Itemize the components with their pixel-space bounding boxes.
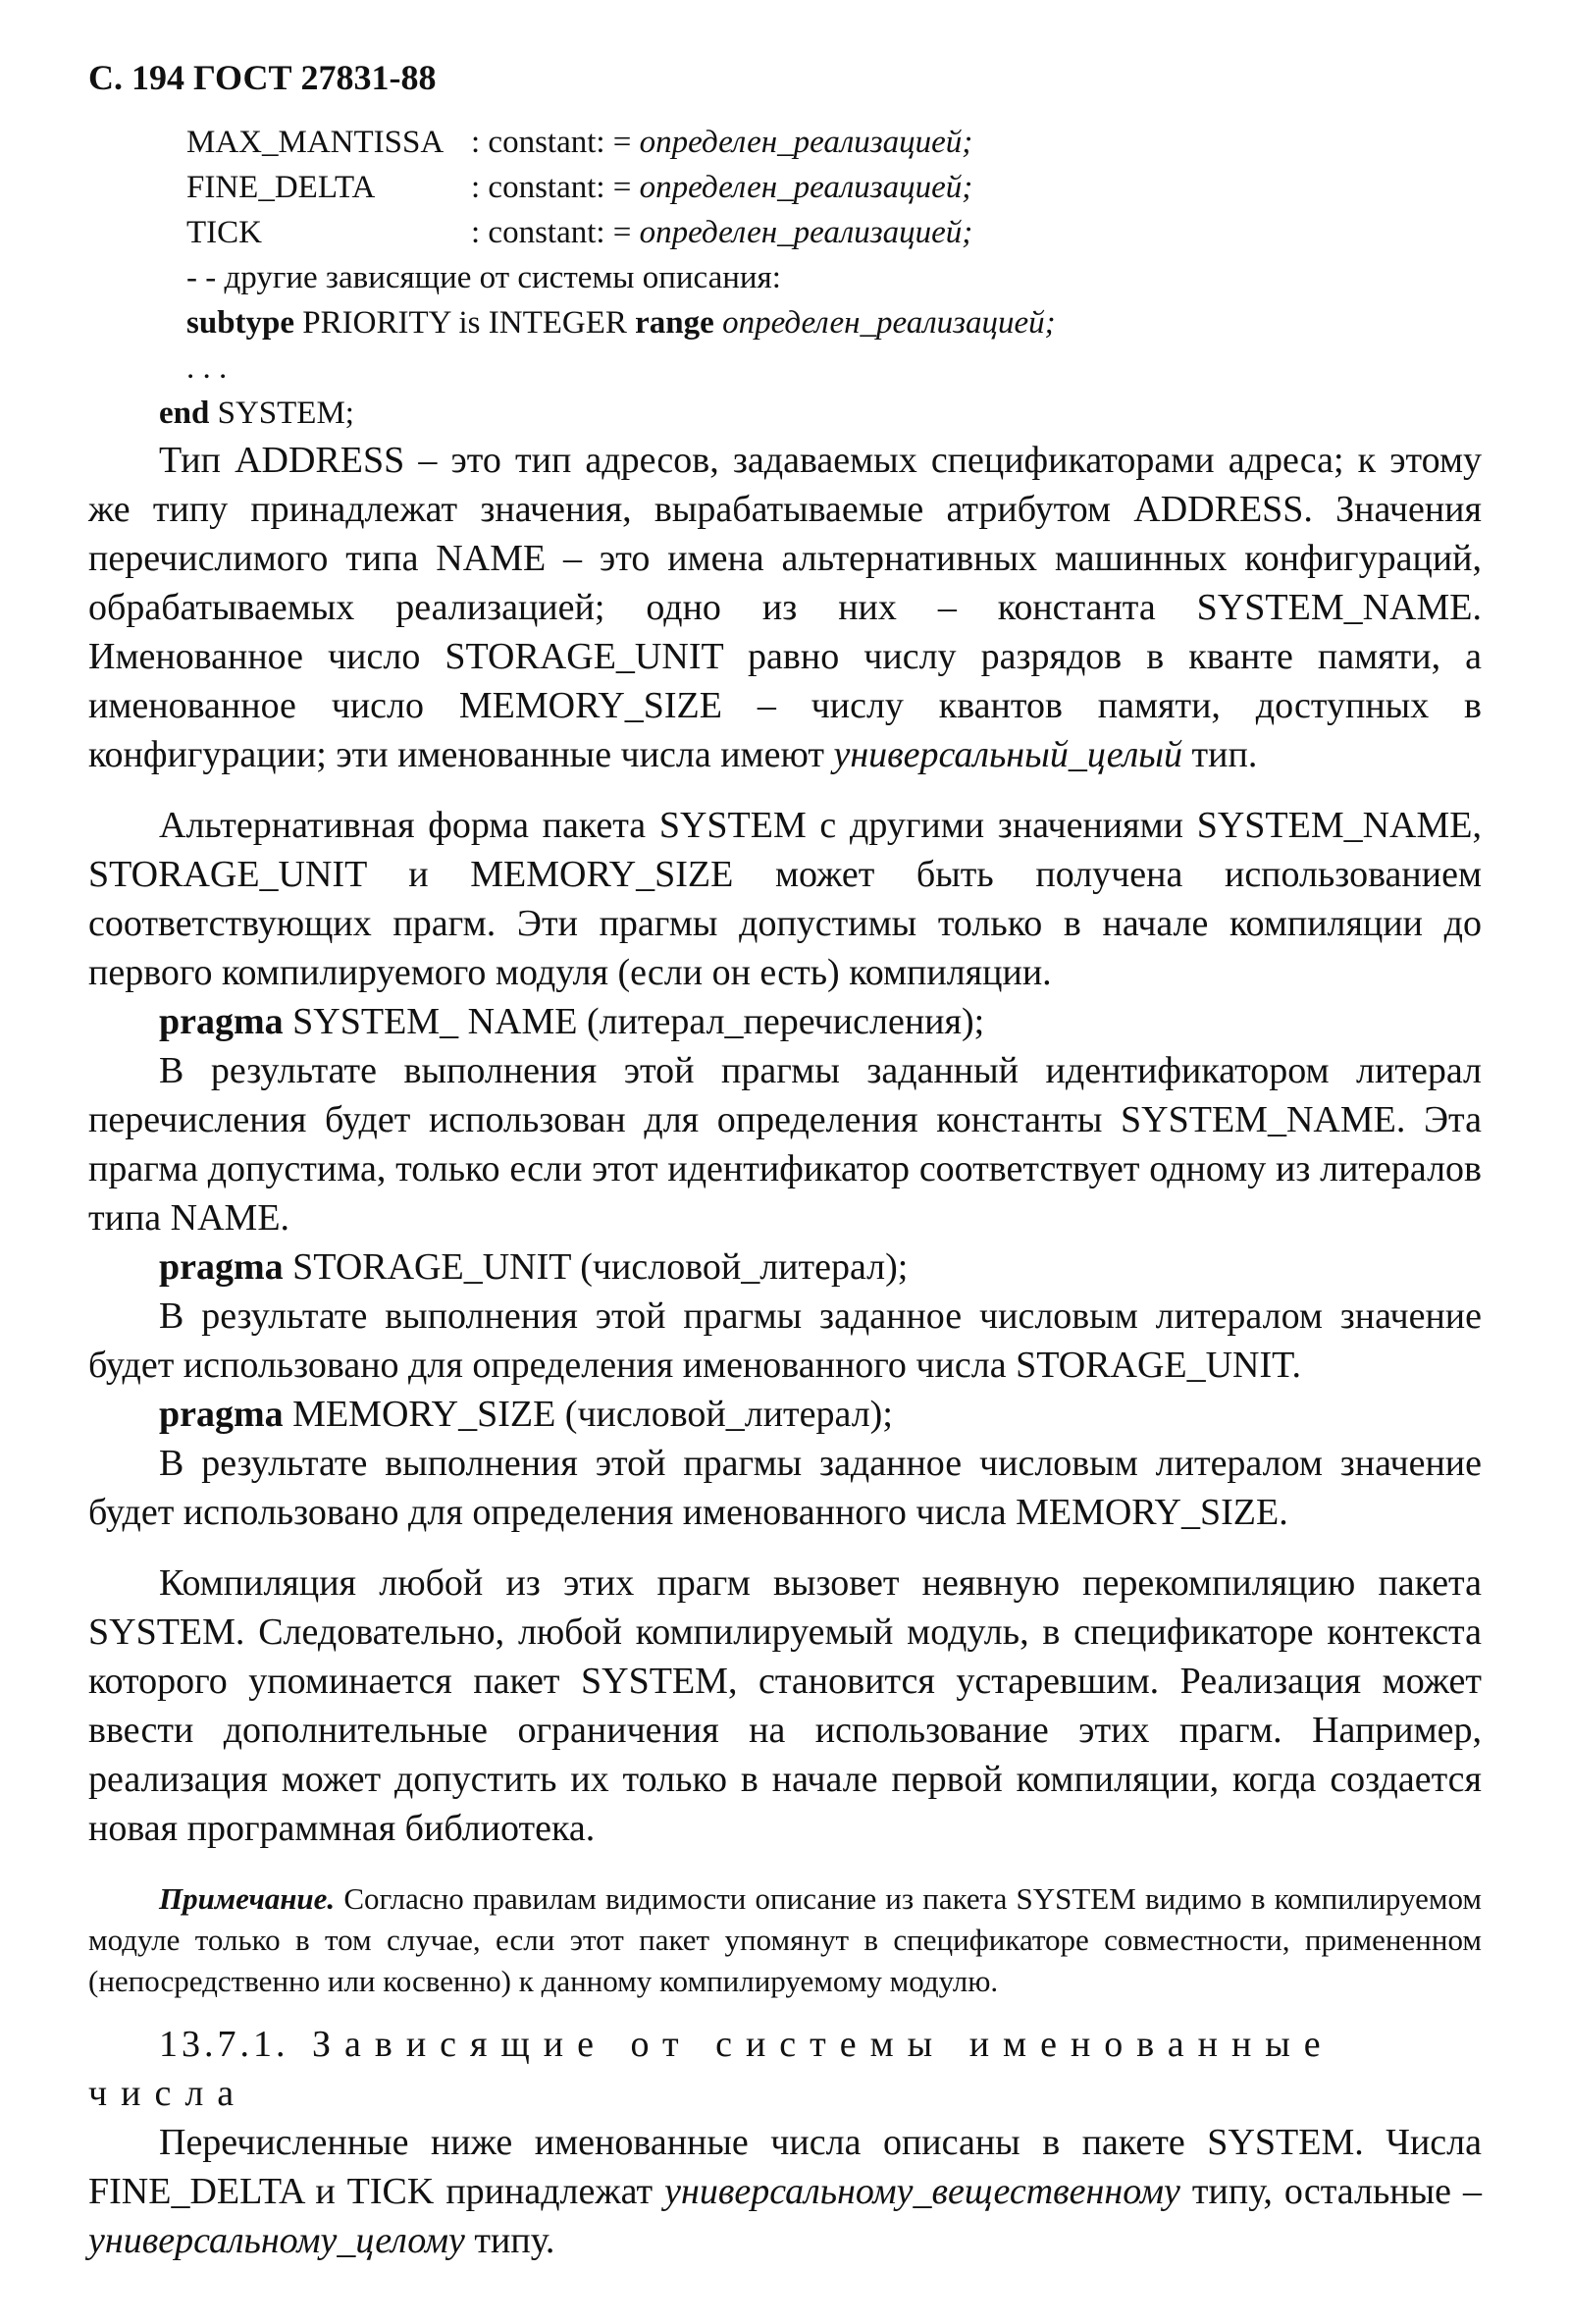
paragraph-alternative: Альтернативная форма пакета SYSTEM с другими значениями SYSTEM_NAME, STORAGE_UNIT и MEMORY_SIZE может быть получена использованием соответствующих прагм. Эти прагмы допустимы только в начале компиляции до первого компилируемого модуля (если он есть) компиляции. <box>88 805 1482 993</box>
code-row: TICK : constant: = определен_реализацией; <box>186 215 973 250</box>
pragma-description: В результате выполнения этой прагмы заданное числовым литералом значение будет использовано для определения именованного числа MEMORY_SIZE. <box>88 1443 1482 1533</box>
code-subtype: subtype PRIORITY is INTEGER range определен_реализацией; <box>186 305 1056 341</box>
page-header: С. 194 ГОСТ 27831-88 <box>88 58 437 97</box>
paragraph-named-numbers: Перечисленные ниже именованные числа описаны в пакете SYSTEM. Числа FINE_DELTA и TICK принадлежат универсальному_вещественному типу, остальные – универсальному_целому типу. <box>88 2122 1483 2261</box>
pragma-line: pragma STORAGE_UNIT (числовой_литерал); <box>159 1246 909 1288</box>
code-ellipsis: . . . <box>186 350 228 386</box>
note: Примечание. Согласно правилам видимости описание из пакета SYSTEM видимо в компилируемом модуле только в том случае, если этот пакет упомянут в спецификаторе совместности, примененном (непосредственно или косвенно) к данному компилируемому модулю. <box>88 1881 1482 1998</box>
code-end: end SYSTEM; <box>159 396 354 431</box>
pragma-description: В результате выполнения этой прагмы заданное числовым литералом значение будет использовано для определения именованного числа STORAGE_UNIT. <box>88 1295 1482 1386</box>
document-page <box>88 57 1482 2265</box>
pragma-description: В результате выполнения этой прагмы заданный идентификатором литерал перечисления будет использован для определения константы SYSTEM_NAME. Эта прагма допустима, только если этот идентификатор соответствует одному из литералов типа NAME. <box>88 1050 1482 1239</box>
code-comment: - - другие зависящие от системы описания: <box>186 260 781 295</box>
section-heading: 13.7.1. Зависящие от системы именованные числа <box>88 2024 1334 2114</box>
pragma-line: pragma SYSTEM_ NAME (литерал_перечисления); <box>159 1001 985 1042</box>
code-row: FINE_DELTA : constant: = определен_реализацией; <box>186 170 973 205</box>
paragraph-address: Тип ADDRESS – это тип адресов, задаваемых спецификаторами адреса; к этому же типу принадлежат значения, вырабатываемые атрибутом ADDRESS. Значения перечислимого типа NAME – это имена альтернативных машинных конфигураций, обрабатываемых реализацией; одно из них – константа SYSTEM_NAME. Именованное число STORAGE_UNIT равно числу разрядов в кванте памяти, а именованное число MEMORY_SIZE – числу квантов памяти, доступных в конфигурации; эти именованные числа имеют универсальный_целый тип. <box>88 440 1482 775</box>
pragma-line: pragma MEMORY_SIZE (числовой_литерал); <box>159 1394 893 1435</box>
code-row: MAX_MANTISSA : constant: = определен_реализацией; <box>186 125 973 160</box>
code-block <box>186 120 1482 391</box>
paragraph-compilation: Компиляция любой из этих прагм вызовет неявную перекомпиляцию пакета SYSTEM. Следовательно, любой компилируемый модуль, в спецификаторе контекста которого упоминается пакет SYSTEM, становится устаревшим. Реализация может ввести дополнительные ограничения на использование этих прагм. Например, реализация может допустить их только в начале первой компиляции, когда создается новая программная библиотека. <box>88 1562 1482 1849</box>
